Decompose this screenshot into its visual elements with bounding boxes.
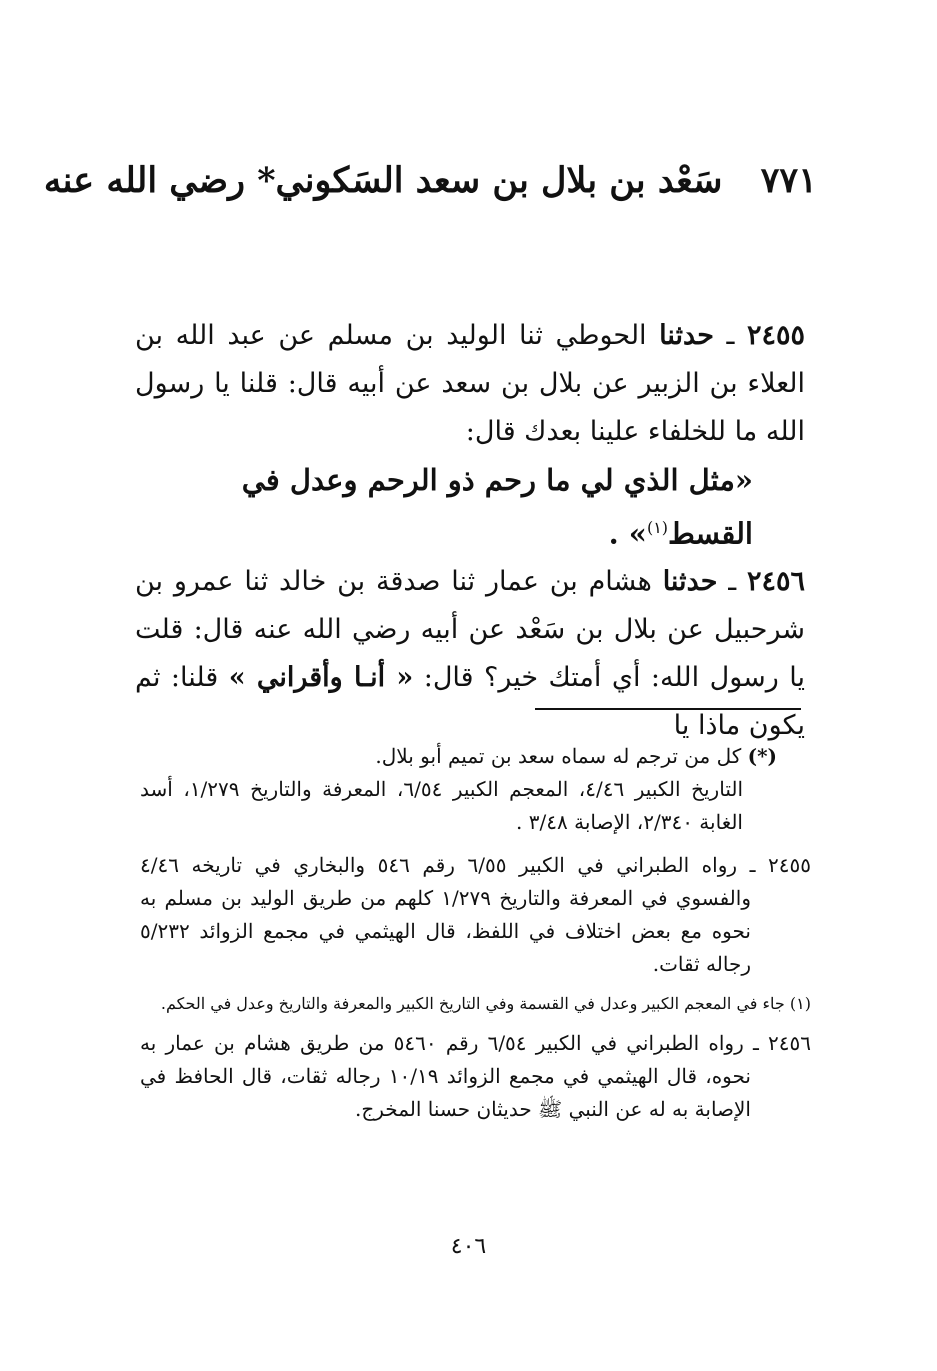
quote-close: » . xyxy=(608,516,647,551)
footnote-1 xyxy=(140,991,811,1017)
hadith-2455 xyxy=(135,312,805,456)
footnote-marker: (*) xyxy=(747,744,777,768)
hadith-number: ٢٤٥٦ xyxy=(747,565,806,597)
hadith-2456 xyxy=(135,558,805,750)
chapter-honorific: رضي الله عنه xyxy=(43,160,246,201)
footnote-star xyxy=(140,740,811,839)
footnote-sources: التاريخ الكبير ٤/٤٦، المعجم الكبير ٦/٥٤، المعرفة والتاريخ ١/٢٧٩، أسد الغابة ٢/٣٤٠، الإصابة ٣/٤٨ . xyxy=(140,777,743,834)
quote-text: «مثل الذي لي ما رحم ذو الرحم وعدل في القسط xyxy=(241,463,753,551)
hadith-2455-quote xyxy=(135,456,805,558)
hadith-opening: حدثنا xyxy=(662,565,718,597)
chapter-title-name: سَعْد بن بلال بن سعد السَكوني xyxy=(275,160,723,201)
chapter-star-marker: * xyxy=(257,160,276,201)
hadith-text-continued: قلنا: ثم يكون ماذا يا xyxy=(135,661,805,741)
main-text xyxy=(135,312,805,750)
footnote-number: ٢٤٥٥ ـ xyxy=(749,853,811,877)
footnote-text: كل من ترجم له سماه سعد بن تميم أبو بلال. xyxy=(375,744,742,768)
page-number: ٤٠٦ xyxy=(450,1234,487,1259)
hadith-opening: حدثنا xyxy=(659,320,714,351)
footnote-text: رواه الطبراني في الكبير ٦/٥٤ رقم ٥٤٦٠ من طريق هشام بن عمار به نحوه، قال الهيثمي في مجمع الزوائد ١٠/١٩ رجاله ثقات، قال الحافظ في الإصابة به له عن النبي ﷺ حديثان حسنا المخرج. xyxy=(140,1031,751,1121)
footnote-marker: (١) xyxy=(789,994,811,1013)
footnote-number: ٢٤٥٦ ـ xyxy=(752,1031,811,1055)
footnote-2455 xyxy=(140,849,811,981)
hadith-quote: « أنـا وأقراني » xyxy=(228,661,414,693)
hadith-number: ٢٤٥٥ xyxy=(746,320,805,351)
hadith-text: الحوطي ثنا الوليد بن مسلم عن عبد الله بن العلاء بن الزبير عن بلال بن سعد عن أبيه قال: قلنا يا رسول الله ما للخلفاء علينا بعدك قال: xyxy=(135,320,805,447)
hadith-dash: ـ xyxy=(728,565,737,597)
footnote-text: جاء في المعجم الكبير وعدل في القسمة وفي التاريخ الكبير والمعرفة والتاريخ وعدل في الحكم. xyxy=(160,994,785,1013)
hadith-dash: ـ xyxy=(726,320,735,351)
chapter-number: ٧٧١ xyxy=(760,160,817,201)
footnote-text: رواه الطبراني في الكبير ٦/٥٥ رقم ٥٤٦ والبخاري في تاريخه ٤/٤٦ والفسوي في المعرفة والتاريخ ١/٢٧٩ كلهم من طريق الوليد بن مسلم به نحوه مع بعض اختلاف في اللفظ، قال الهيثمي في مجمع الزوائد ٥/٢٣٢ رجاله ثقات. xyxy=(140,853,751,976)
footnote-ref: (١) xyxy=(646,518,669,537)
chapter-heading xyxy=(43,160,817,201)
footnote-2456 xyxy=(140,1027,811,1126)
footnotes xyxy=(140,740,811,1136)
hadith-text: هشام بن عمار ثنا صدقة بن خالد ثنا عمرو بن شرحبيل عن بلال بن سَعْد عن أبيه رضي الله عنه قال: قلت يا رسول الله: أي أمتك خير؟ قال: xyxy=(135,565,805,693)
footnote-separator xyxy=(535,708,801,710)
